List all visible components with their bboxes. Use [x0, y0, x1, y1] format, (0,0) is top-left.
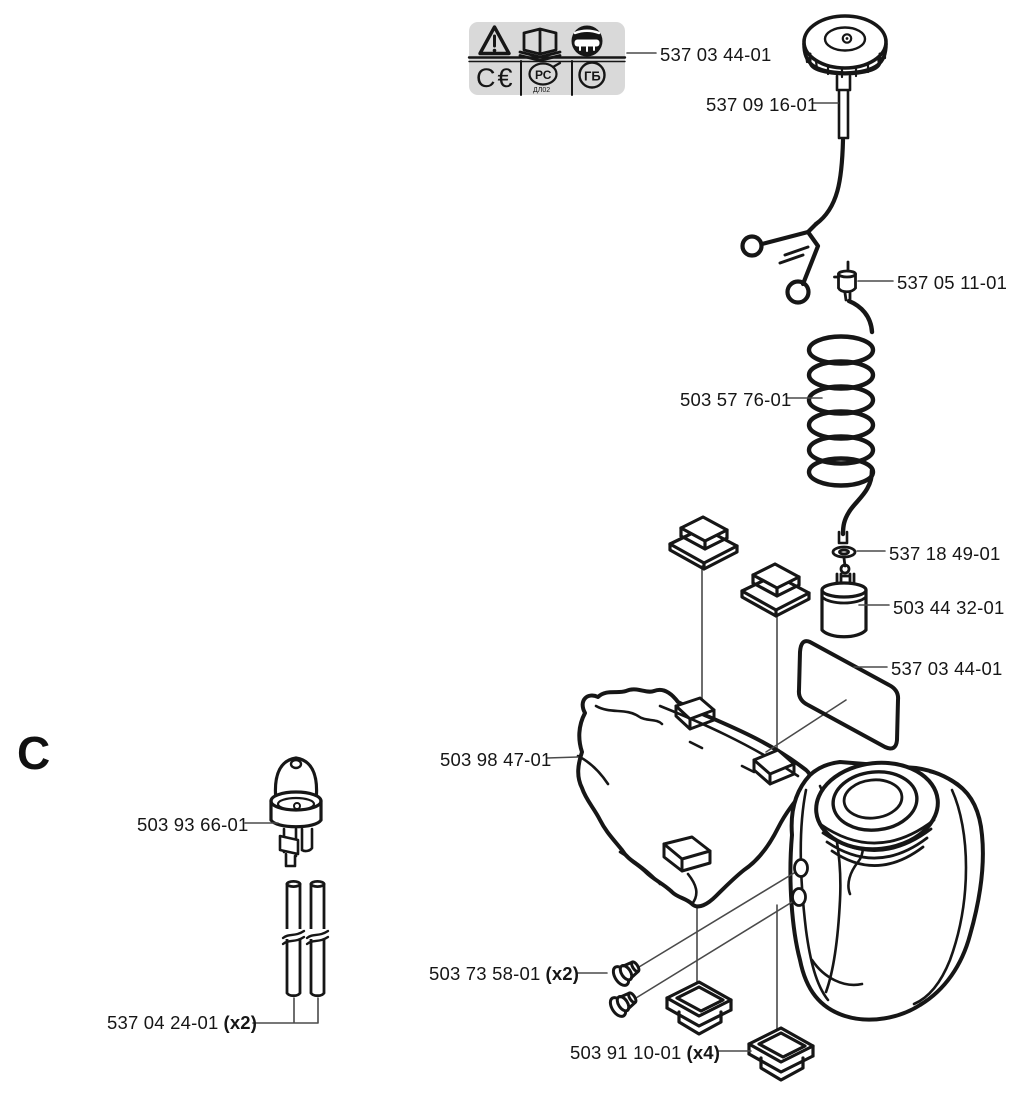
label-fuel-line: 503 57 76-01 [680, 389, 792, 410]
label-connector: 537 05 11-01 [897, 272, 1008, 293]
label-decal: 537 03 44-01 [891, 658, 1003, 679]
label-compliance-decal: 537 03 44-01 [660, 44, 772, 65]
screw-part-upper [610, 957, 643, 989]
label-grommets [570, 1042, 720, 1064]
svg-text:ДЛ02: ДЛ02 [533, 87, 551, 94]
decal-placement-line [766, 700, 846, 752]
label-grommets-number: 503 91 10-01 [570, 1042, 682, 1063]
ce-mark-icon: C€ [476, 63, 515, 93]
label-fuel-filter: 503 44 32-01 [893, 597, 1005, 618]
fuel-line-coil-part [809, 301, 873, 543]
fuel-cap-part [804, 16, 886, 138]
face-shield-icon [572, 26, 603, 57]
label-tubes [107, 1012, 257, 1034]
section-letter: C [17, 727, 51, 779]
cap-stem [837, 76, 850, 138]
compliance-label-part [469, 22, 625, 95]
tank-cover-part [578, 689, 811, 906]
fuel-tank-part [790, 757, 982, 1020]
label-tank-cover: 503 98 47-01 [440, 749, 552, 770]
grommet-part-left [667, 982, 731, 1034]
svg-text:ГБ: ГБ [584, 68, 601, 84]
label-primer-bulb: 503 93 66-01 [137, 814, 249, 835]
label-grommets-qty: (x4) [686, 1042, 721, 1063]
plug-part-upper-left [670, 517, 737, 569]
grommet-part-right [749, 1028, 813, 1080]
decal-part [799, 641, 898, 748]
label-fuel-cap: 537 09 16-01 [706, 94, 818, 115]
clamp-ring-part [833, 547, 855, 566]
label-screws-qty: (x2) [545, 963, 580, 984]
screw-part-lower [607, 988, 640, 1020]
cap-retainer-part [743, 140, 844, 303]
label-screws [429, 963, 579, 985]
label-screws-number: 503 73 58-01 [429, 963, 541, 984]
plug-part-upper-right [742, 564, 809, 616]
tank-connector-part [835, 262, 856, 300]
primer-bulb-part [271, 758, 321, 866]
svg-text:РС: РС [535, 68, 552, 82]
tube-part-right [306, 881, 329, 995]
fuel-filter-part [822, 565, 866, 637]
label-tubes-number: 537 04 24-01 [107, 1012, 219, 1033]
label-tubes-qty: (x2) [223, 1012, 258, 1033]
tube-part-left [282, 881, 305, 995]
label-clamp: 537 18 49-01 [889, 543, 1001, 564]
